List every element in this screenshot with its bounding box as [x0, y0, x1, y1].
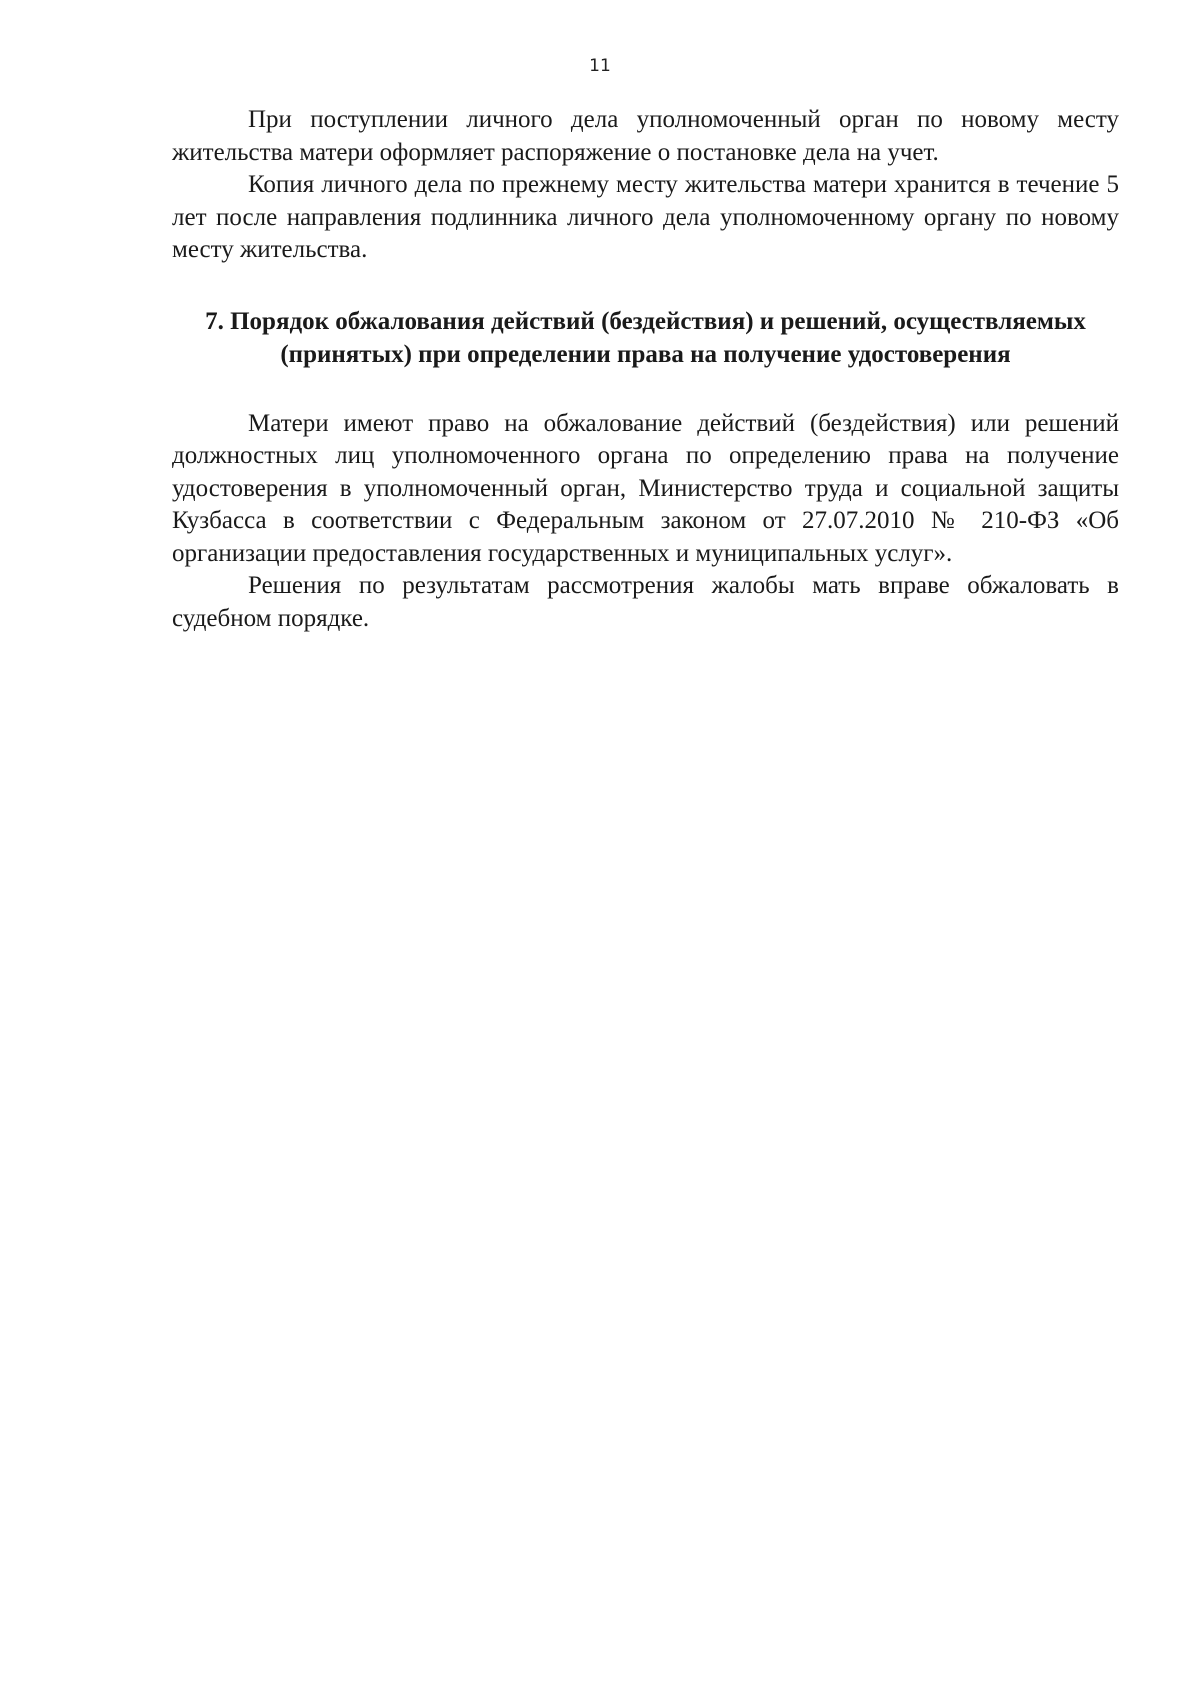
paragraph-appeal-rights: Матери имеют право на обжалование действий (бездействия) или решений должностных лиц уполномоченного органа по определению права на получение удостоверения в уполномоченный орган, Министерство труда и социальной защиты Кузбасса в соответствии с Федеральным законом от 27.07.2010 № 210-ФЗ «Об организации предоставления государственных и муниципальных услуг».	[172, 409, 1119, 567]
paragraph-case-registration: При поступлении личного дела уполномоченный орган по новому месту жительства матери оформляет распоряжение о постановке дела на учет.	[172, 106, 1119, 166]
paragraph-copy-storage: Копия личного дела по прежнему месту жительства матери хранится в течение 5 лет после направления подлинника личного дела уполномоченному органу по новому месту жительства.	[172, 171, 1119, 263]
paragraph-court-appeal: Решения по результатам рассмотрения жалобы мать вправе обжаловать в судебном порядке.	[172, 572, 1119, 632]
page-number: 11	[589, 56, 611, 76]
document-body	[172, 104, 1119, 635]
section-heading: 7. Порядок обжалования действий (бездействия) и решений, осуществляемых (принятых) при определении права на получение удостоверения	[205, 307, 1086, 368]
